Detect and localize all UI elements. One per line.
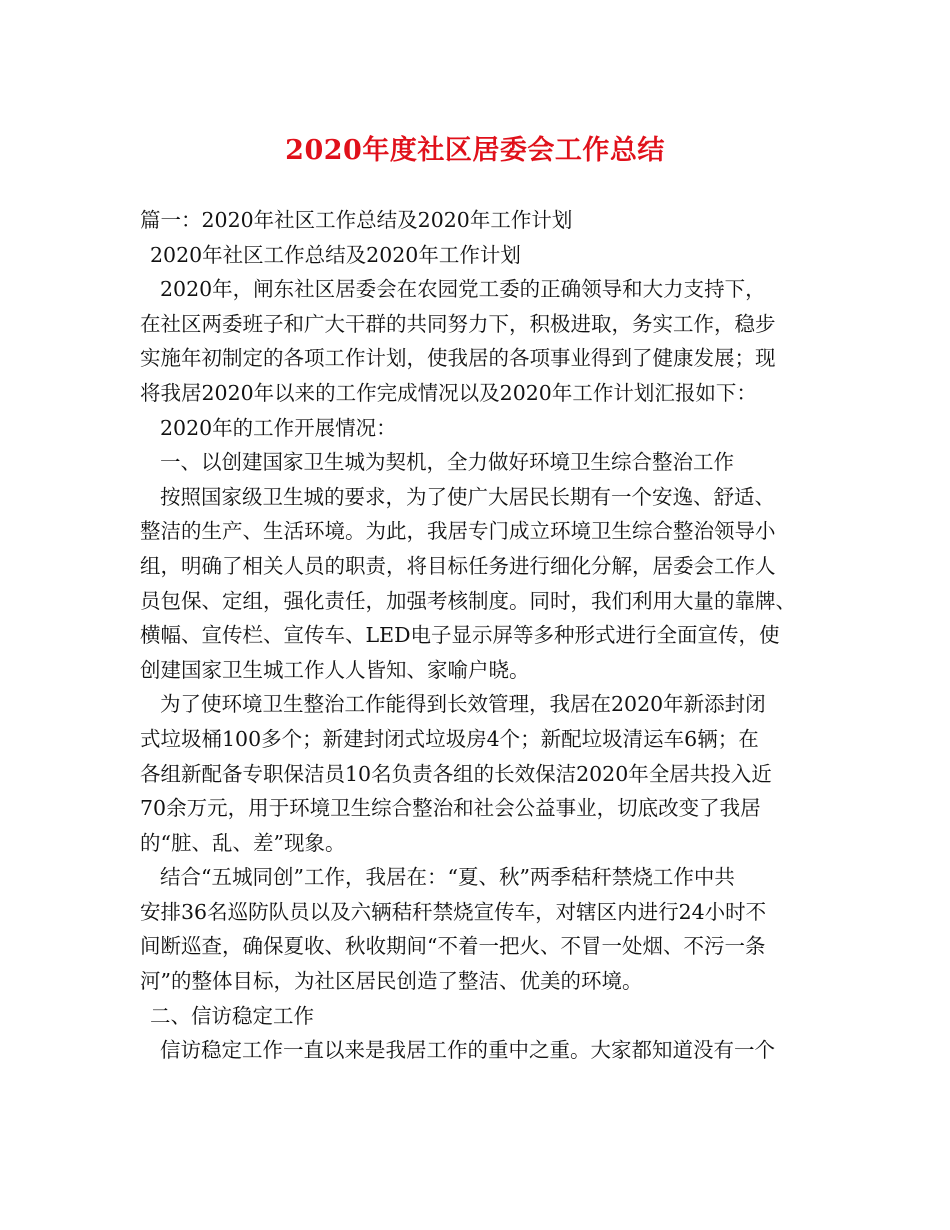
- text-line: 整洁的生产、生活环境。为此，我居专门成立环境卫生综合整治领导小: [140, 519, 776, 544]
- document-body: [140, 203, 816, 1068]
- text-line: 各组新配备专职保洁员10名负责各组的长效保洁2020年全居共投入近: [140, 761, 772, 786]
- text-line: 横幅、宣传栏、宣传车、LED电子显示屏等多种形式进行全面宣传，使: [140, 623, 780, 648]
- text-line: 2020年的工作开展情况：: [160, 415, 397, 440]
- text-line: 二、信访稳定工作: [150, 1003, 314, 1028]
- text-line: 实施年初制定的各项工作计划，使我居的各项事业得到了健康发展；现: [140, 346, 776, 371]
- text-line: 在社区两委班子和广大干群的共同努力下，积极进取，务实工作，稳步: [140, 311, 776, 336]
- text-line: 的“脏、乱、差”现象。: [140, 830, 346, 855]
- text-line: 安排36名巡防队员以及六辆秸秆禁烧宣传车，对辖区内进行24小时不: [140, 899, 767, 924]
- text-line: 篇一：2020年社区工作总结及2020年工作计划: [140, 208, 573, 232]
- text-line: 结合“五城同创”工作，我居在：“夏、秋”两季秸秆禁烧工作中共: [160, 865, 735, 890]
- text-line: 信访稳定工作一直以来是我居工作的重中之重。大家都知道没有一个: [160, 1038, 775, 1063]
- text-line: 一、以创建国家卫生城为契机，全力做好环境卫生综合整治工作: [160, 450, 734, 475]
- text-line: 将我居2020年以来的工作完成情况以及2020年工作计划汇报如下：: [140, 380, 757, 405]
- document-title: 2020年度社区居委会工作总结: [285, 135, 665, 166]
- text-line: 间断巡查，确保夏收、秋收期间“不着一把火、不冒一处烟、不污一条: [140, 934, 766, 959]
- text-line: 河”的整体目标，为社区居民创造了整洁、优美的环境。: [140, 969, 643, 994]
- text-line: 式垃圾桶100多个；新建封闭式垃圾房4个；新配垃圾清运车6辆；在: [140, 726, 759, 751]
- text-line: 员包保、定组，强化责任，加强考核制度。同时，我们利用大量的靠牌、: [140, 588, 796, 613]
- text-line: 2020年社区工作总结及2020年工作计划: [150, 242, 521, 267]
- text-line: 为了使环境卫生整治工作能得到长效管理，我居在2020年新添封闭: [160, 692, 766, 717]
- text-line: 创建国家卫生城工作人人皆知、家喻户晓。: [140, 657, 530, 682]
- text-line: 70余万元，用于环境卫生综合整治和社会公益事业，切底改变了我居: [140, 796, 761, 821]
- text-line: 组，明确了相关人员的职责，将目标任务进行细化分解，居委会工作人: [140, 553, 776, 578]
- text-line: 2020年，闸东社区居委会在农园党工委的正确领导和大力支持下，: [160, 277, 766, 302]
- text-line: 按照国家级卫生城的要求，为了使广大居民长期有一个安逸、舒适、: [160, 484, 775, 509]
